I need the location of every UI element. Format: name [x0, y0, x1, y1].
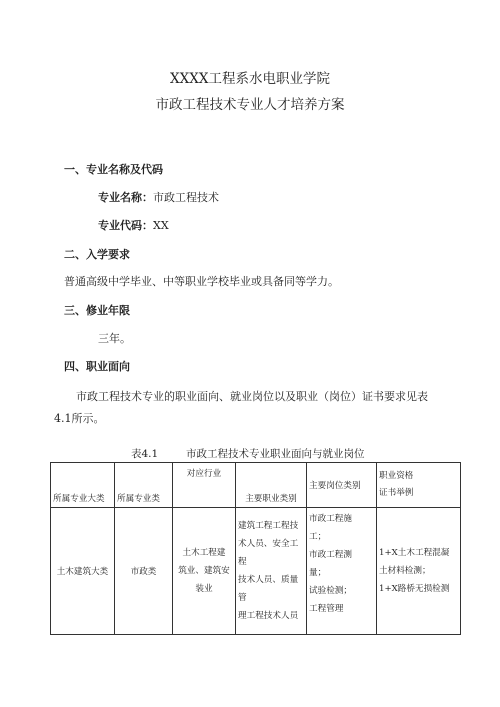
- cell-position: [307, 508, 377, 635]
- section-2-heading: 二、入学要求: [64, 248, 130, 261]
- cell-major-class: 市政类: [115, 508, 173, 635]
- table-caption-number: 表4.1: [131, 448, 159, 460]
- cell-major-category: 土木建筑大类: [51, 508, 115, 635]
- major-name-label: 专业名称：: [98, 191, 153, 204]
- table-caption-title: 市政工程技术专业职业面向与就业岗位: [186, 448, 365, 460]
- major-name-value: 市政工程技术: [153, 191, 219, 204]
- section-4-heading: 四、职业面向: [64, 360, 130, 373]
- cell-industry-line: 筑业、建筑安: [178, 566, 230, 576]
- cell-certificate: [377, 508, 461, 635]
- cell-certificate-line: 土材料检测；: [379, 566, 431, 576]
- header-industry: 对应行业: [173, 463, 236, 508]
- career-paragraph: 市政工程技术专业的职业面向、就业岗位以及职业（岗位）证书要求见表4.1所示。: [54, 390, 428, 425]
- section-1-heading: 一、专业名称及代码: [64, 163, 163, 176]
- header-occupation: 主要职业类别: [236, 463, 307, 508]
- major-code-value: XX: [153, 219, 169, 232]
- cell-industry: [173, 508, 236, 635]
- school-title: XXXX工程系水电职业学院: [170, 71, 330, 87]
- cell-occupation: [236, 508, 307, 635]
- major-code-label: 专业代码：: [98, 219, 153, 232]
- cell-occupation-line: 技术人员、质量管: [238, 575, 299, 603]
- header-certificate-line2: 证书举例: [379, 488, 414, 498]
- career-table: [50, 462, 461, 635]
- cell-occupation-line: 理工程技术人员: [238, 611, 299, 621]
- cell-position-line: 市政工程测: [309, 550, 352, 560]
- cell-occupation-line: 建筑工程工程技: [238, 521, 299, 531]
- cell-position-line: 市政工程施: [309, 514, 352, 524]
- header-major-category: 所属专业大类: [51, 463, 115, 508]
- cell-certificate-line: 1+X路桥无损检测: [379, 584, 450, 594]
- section-3-heading: 三、修业年限: [64, 304, 130, 317]
- admission-text: 普通高级中学毕业、中等职业学校毕业或具备同等学力。: [64, 275, 339, 288]
- header-certificate-line1: 职业资格: [379, 471, 414, 481]
- header-major-class: 所属专业类: [115, 463, 173, 508]
- program-title: 市政工程技术专业人才培养方案: [155, 97, 345, 113]
- cell-occupation-line: 术人员、安全工程: [238, 539, 299, 567]
- major-name-line: [98, 189, 219, 205]
- table-header-row: [51, 463, 461, 508]
- cell-industry-line: 土木工程建: [182, 548, 226, 558]
- cell-certificate-line: 1+X土木工程混凝: [379, 548, 450, 558]
- cell-position-line: 工；: [309, 532, 327, 542]
- table-row: [51, 508, 461, 635]
- cell-position-line: 工程管理: [309, 604, 344, 614]
- header-certificate: [377, 463, 461, 508]
- cell-industry-line: 装业: [195, 584, 213, 594]
- cell-position-line: 量；: [309, 568, 327, 578]
- duration-text: 三年。: [98, 332, 131, 345]
- major-code-line: [98, 217, 169, 233]
- header-position: 主要岗位类别: [307, 463, 377, 508]
- cell-position-line: 试验检测；: [309, 586, 352, 596]
